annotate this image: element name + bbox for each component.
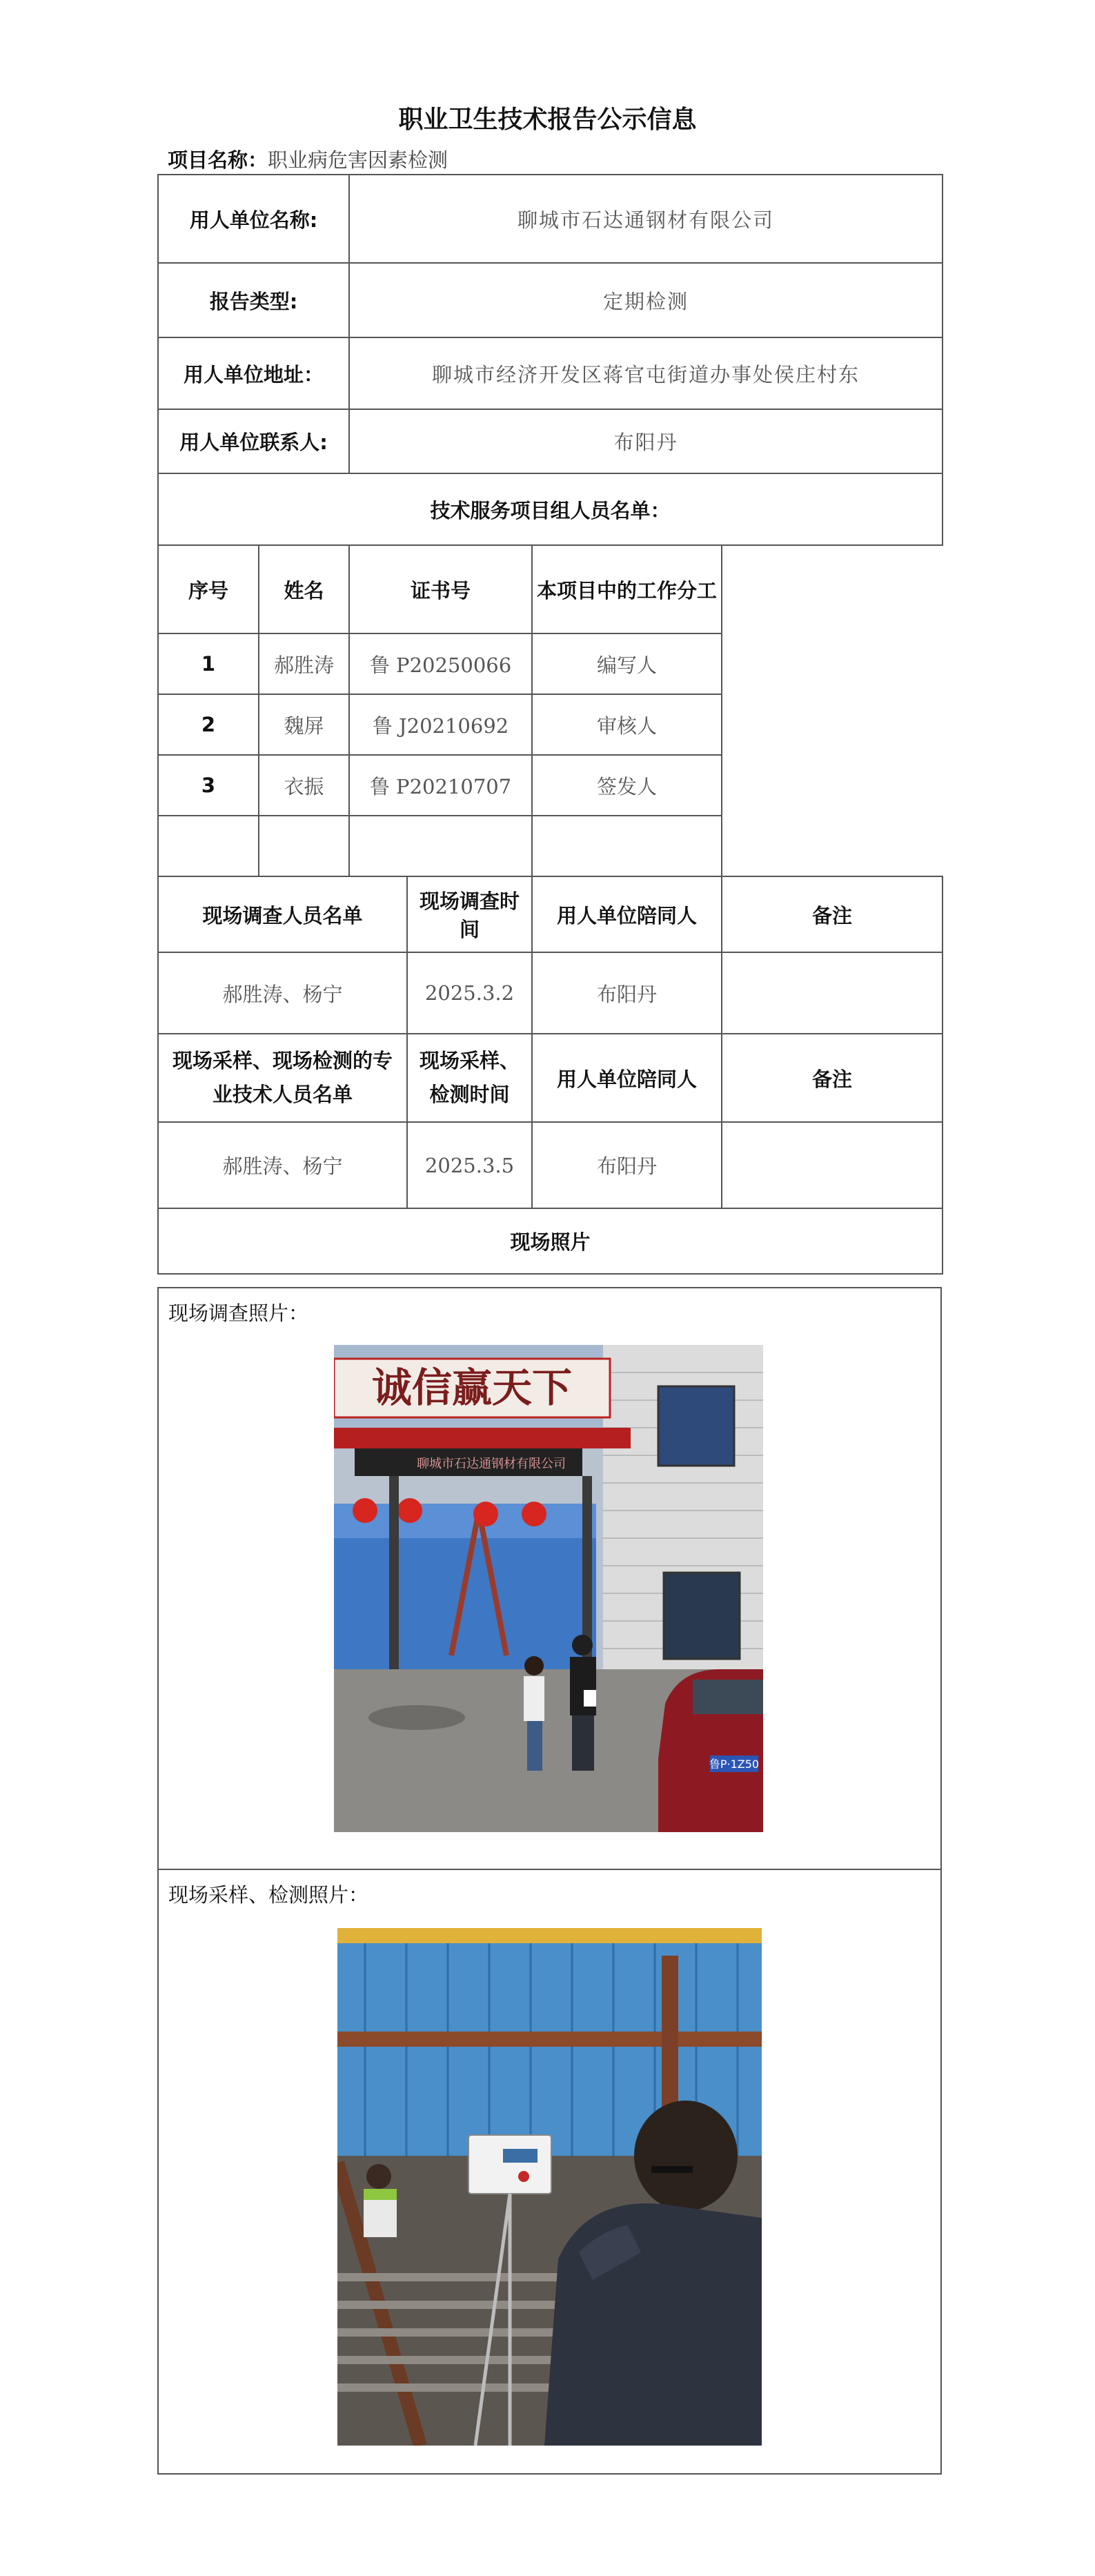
col-header: 用人单位陪同人: [532, 876, 722, 952]
info-label: 用人单位名称:: [158, 175, 349, 263]
survey-photo-caption: 现场调查照片：: [168, 1301, 309, 1325]
sampling-date: 2025.3.5: [407, 1122, 532, 1208]
plate-text: 鲁P·1Z50: [709, 1758, 760, 1771]
survey-remark: [722, 952, 943, 1034]
certificate-number: 鲁 P20210707: [349, 755, 532, 816]
info-label: 用人单位联系人:: [158, 409, 349, 473]
row-number: 1: [158, 633, 259, 694]
info-row: [158, 409, 943, 473]
empty-row: [158, 816, 943, 876]
project-value: 职业病危害因素检测: [268, 148, 448, 172]
col-header: 用人单位陪同人: [532, 1034, 722, 1122]
col-header: 现场采样、检测时间: [407, 1034, 532, 1122]
info-label: 用人单位地址：: [158, 337, 349, 409]
survey-photo-section: [157, 1287, 942, 1870]
certificate-number: 鲁 P20250066: [349, 633, 532, 694]
survey-header-row: [158, 876, 943, 952]
team-header-row: [158, 545, 943, 633]
project-label: 项目名称：: [168, 148, 268, 172]
row-number: 3: [158, 755, 259, 816]
team-heading: 技术服务项目组人员名单：: [158, 473, 943, 545]
info-row: [158, 263, 943, 337]
member-role: 签发人: [532, 755, 722, 816]
col-header: 本项目中的工作分工: [532, 545, 722, 633]
info-row: [158, 175, 943, 263]
table-row: [158, 633, 943, 694]
col-header: 备注: [722, 1034, 943, 1122]
company-sign: 聊城市石达通钢材有限公司: [417, 1457, 566, 1471]
member-name: 郝胜涛: [259, 633, 349, 694]
table-row: [158, 694, 943, 755]
col-header: 序号: [158, 545, 259, 633]
sampling-photo-section: [157, 1869, 942, 2475]
col-header: 现场采样、现场检测的专业技术人员名单: [158, 1034, 407, 1122]
info-row: [158, 337, 943, 409]
page-title: 职业卫生技术报告公示信息: [398, 106, 697, 134]
col-header: 姓名: [259, 545, 349, 633]
table-row: [158, 755, 943, 816]
report-table: [157, 174, 943, 1275]
member-role: 审核人: [532, 694, 722, 755]
col-header: 现场调查人员名单: [158, 876, 407, 952]
row-number: 2: [158, 694, 259, 755]
member-role: 编写人: [532, 633, 722, 694]
survey-escort: 布阳丹: [532, 952, 722, 1034]
sampling-remark: [722, 1122, 943, 1208]
sampling-row: [158, 1122, 943, 1208]
sampling-photo-caption: 现场采样、检测照片：: [168, 1883, 369, 1907]
member-name: 魏屏: [259, 694, 349, 755]
survey-date: 2025.3.2: [407, 952, 532, 1034]
info-value: 定期检测: [349, 263, 943, 337]
info-label: 报告类型:: [158, 263, 349, 337]
project-line: [168, 145, 448, 173]
info-value: 聊城市石达通钢材有限公司: [349, 175, 943, 263]
info-value: 聊城市经济开发区蒋官屯街道办事处侯庄村东: [349, 337, 943, 409]
col-header: 备注: [722, 876, 943, 952]
survey-photo: [334, 1345, 763, 1832]
certificate-number: 鲁 J20210692: [349, 694, 532, 755]
col-header: 现场调查时间: [407, 876, 532, 952]
photos-heading: 现场照片: [158, 1208, 943, 1274]
survey-row: [158, 952, 943, 1034]
sampling-staff: 郝胜涛、杨宁: [158, 1122, 407, 1208]
sampling-escort: 布阳丹: [532, 1122, 722, 1208]
sampling-header-row: [158, 1034, 943, 1122]
gate-sign: 诚信赢天下: [371, 1364, 573, 1411]
member-name: 衣振: [259, 755, 349, 816]
col-header: 证书号: [349, 545, 532, 633]
info-value: 布阳丹: [349, 409, 943, 473]
sampling-photo: [337, 1928, 762, 2446]
survey-staff: 郝胜涛、杨宁: [158, 952, 407, 1034]
